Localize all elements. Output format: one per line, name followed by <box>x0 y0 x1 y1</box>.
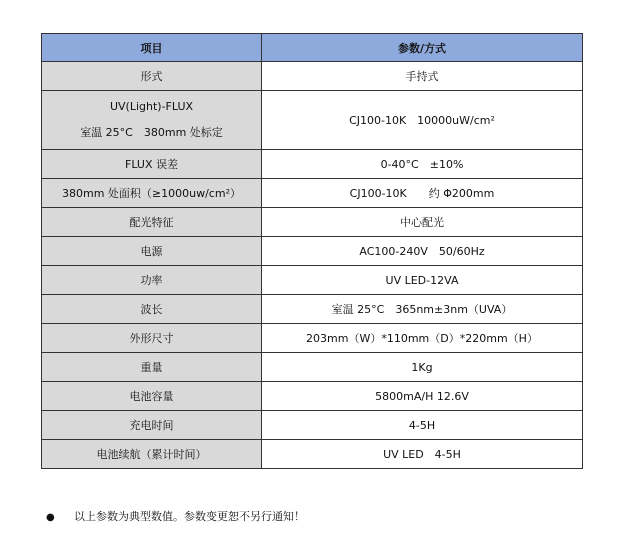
row-label: 电池容量 <box>42 382 262 411</box>
table-row <box>42 91 583 150</box>
table-row <box>42 179 583 208</box>
row-label-line: 室温 25°C 380mm 处标定 <box>80 126 223 139</box>
row-label: FLUX 误差 <box>42 150 262 179</box>
row-value: 中心配光 <box>262 208 583 237</box>
row-label: 充电时间 <box>42 411 262 440</box>
table-row <box>42 353 583 382</box>
row-value: 203mm（W）*110mm（D）*220mm（H） <box>262 324 583 353</box>
header-item: 项目 <box>42 34 262 62</box>
table-row <box>42 237 583 266</box>
footnote-text: 以上参数为典型数值。参数变更恕不另行通知！ <box>74 510 305 523</box>
spec-table <box>41 33 583 469</box>
row-value: 4-5H <box>262 411 583 440</box>
row-value: CJ100-10K 约 Φ200mm <box>262 179 583 208</box>
row-value: 5800mA/H 12.6V <box>262 382 583 411</box>
row-label: 重量 <box>42 353 262 382</box>
row-value: 1Kg <box>262 353 583 382</box>
footnote <box>46 508 305 524</box>
table-row <box>42 208 583 237</box>
row-label: 形式 <box>42 62 262 91</box>
row-value: UV LED 4-5H <box>262 440 583 469</box>
header-params: 参数/方式 <box>262 34 583 62</box>
table-row <box>42 382 583 411</box>
row-label: 配光特征 <box>42 208 262 237</box>
row-value: 室温 25°C 365nm±3nm（UVA） <box>262 295 583 324</box>
table-row <box>42 324 583 353</box>
table-row <box>42 440 583 469</box>
row-label: 外形尺寸 <box>42 324 262 353</box>
bullet-icon: ● <box>46 512 55 523</box>
table-header-row <box>42 34 583 62</box>
table-row <box>42 62 583 91</box>
row-label-line: UV(Light)-FLUX <box>109 100 194 113</box>
table-row <box>42 150 583 179</box>
row-value: UV LED-12VA <box>262 266 583 295</box>
table-row <box>42 411 583 440</box>
row-label: 波长 <box>42 295 262 324</box>
row-label: 380mm 处面积（≥1000uw/cm²） <box>42 179 262 208</box>
row-value: CJ100-10K 10000uW/cm² <box>262 91 583 150</box>
row-label: 电源 <box>42 237 262 266</box>
row-value: AC100-240V 50/60Hz <box>262 237 583 266</box>
row-value: 手持式 <box>262 62 583 91</box>
row-value: 0-40°C ±10% <box>262 150 583 179</box>
table-row <box>42 266 583 295</box>
row-label: 功率 <box>42 266 262 295</box>
table-row <box>42 295 583 324</box>
row-label <box>42 91 262 150</box>
row-label: 电池续航（累计时间） <box>42 440 262 469</box>
